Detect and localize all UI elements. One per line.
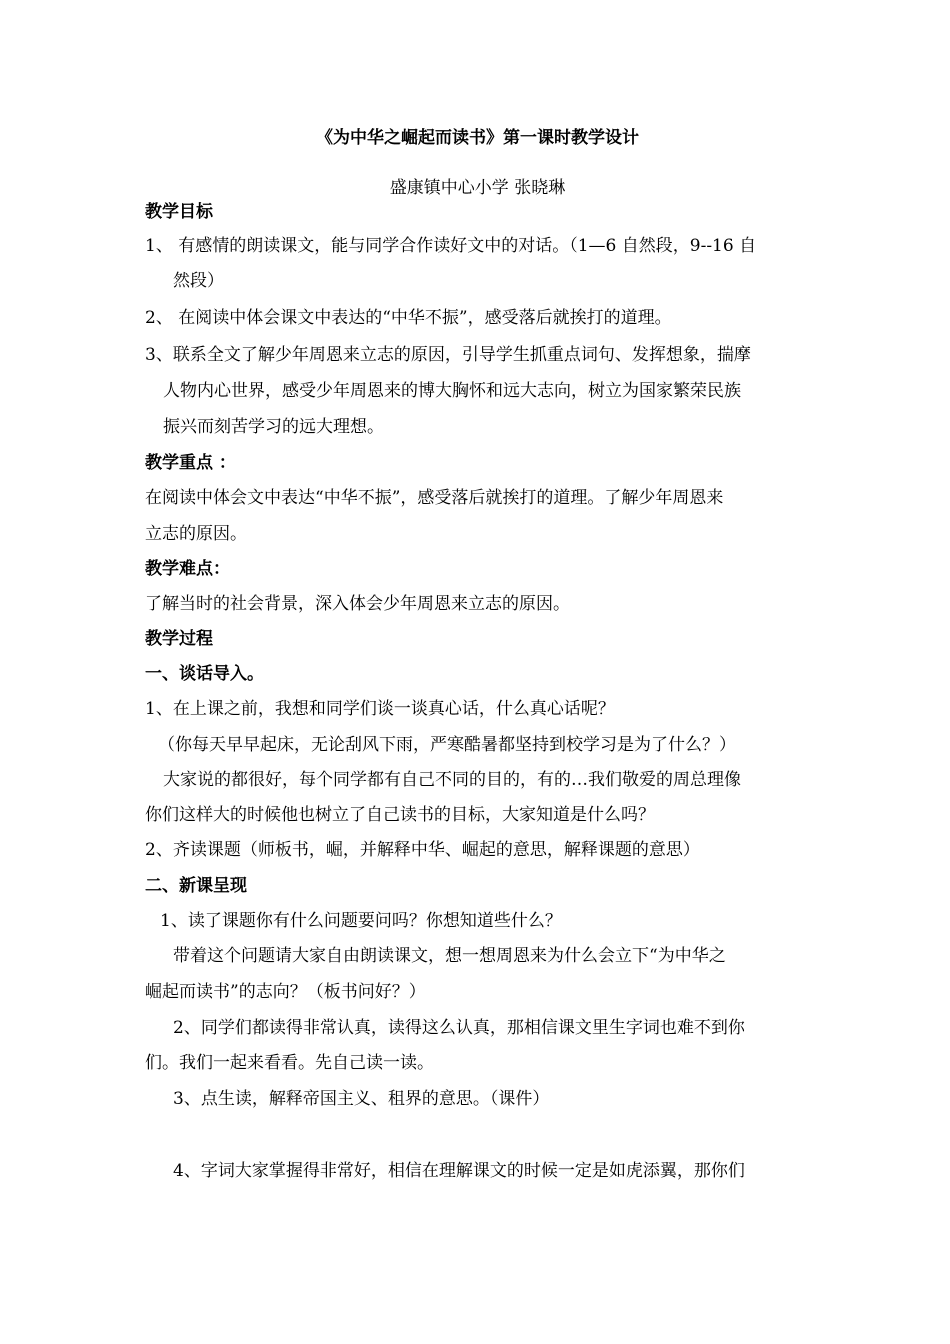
key-points-line-2: 立志的原因。 — [145, 524, 247, 544]
section-1-item-2: 2、齐读课题（师板书，崛，并解释中华、崛起的意思，解释课题的意思） — [145, 840, 700, 860]
section-2-item-1-text-line-2: 崛起而读书”的志向？（板书问好？） — [145, 982, 426, 1002]
section-2-item-4: 4、字词大家掌握得非常好，相信在理解课文的时候一定是如虎添翼，那你们 — [173, 1161, 745, 1181]
section-1-item-1: 1、在上课之前，我想和同学们谈一谈真心话，什么真心话呢？ — [145, 699, 615, 719]
section-2-item-2-line-1: 2、同学们都读得非常认真，读得这么认真，那相信课文里生字词也难不到你 — [173, 1018, 745, 1038]
section-2-item-1-text-line-1: 带着这个问题请大家自由朗读课文，想一想周恩来为什么会立下“为中华之 — [173, 946, 726, 966]
heading-teaching-process: 教学过程 — [145, 629, 213, 649]
section-1-text-line-2: 你们这样大的时候他也树立了自己读书的目标，大家知道是什么吗？ — [145, 805, 655, 825]
heading-key-points: 教学重点 ： — [145, 453, 236, 473]
section-1-question: （你每天早早起床，无论刮风下雨，严寒酷暑都坚持到校学习是为了什么？） — [158, 735, 736, 755]
goal-2: 2、 在阅读中体会课文中表达的“中华不振”，感受落后就挨打的道理。 — [145, 308, 672, 328]
section-2-item-3: 3、点生读，解释帝国主义、租界的意思。（课件） — [173, 1089, 550, 1109]
difficulties-text: 了解当时的社会背景，深入体会少年周恩来立志的原因。 — [145, 594, 570, 614]
goal-1-line-1: 1、 有感情的朗读课文，能与同学合作读好文中的对话。（1—6 自然段，9--16 自 — [145, 236, 757, 256]
heading-difficulties: 教学难点： — [145, 559, 230, 579]
goal-1-line-2: 然段） — [173, 271, 224, 291]
section-2-item-1: 1、读了课题你有什么问题要问吗？你想知道些什么？ — [160, 911, 562, 931]
heading-teaching-goals: 教学目标 — [145, 202, 213, 222]
section-1-text-line-1: 大家说的都很好，每个同学都有自己不同的目的，有的…我们敬爱的周总理像 — [163, 770, 741, 790]
goal-3-line-2: 人物内心世界，感受少年周恩来的博大胸怀和远大志向，树立为国家繁荣民族 — [163, 381, 741, 401]
key-points-line-1: 在阅读中体会文中表达“中华不振”，感受落后就挨打的道理。了解少年周恩来 — [145, 488, 724, 508]
document-title: 《为中华之崛起而读书》第一课时教学设计 — [316, 128, 639, 148]
section-1-heading: 一、谈话导入。 — [145, 664, 264, 684]
goal-3-line-1: 3、联系全文了解少年周恩来立志的原因，引导学生抓重点词句、发挥想象，揣摩 — [145, 345, 751, 365]
section-2-heading: 二、新课呈现 — [145, 876, 247, 896]
goal-3-line-3: 振兴而刻苦学习的远大理想。 — [163, 417, 384, 437]
section-2-item-2-line-2: 们。我们一起来看看。先自己读一读。 — [145, 1053, 434, 1073]
document-author: 盛康镇中心小学 张晓琳 — [389, 178, 566, 198]
